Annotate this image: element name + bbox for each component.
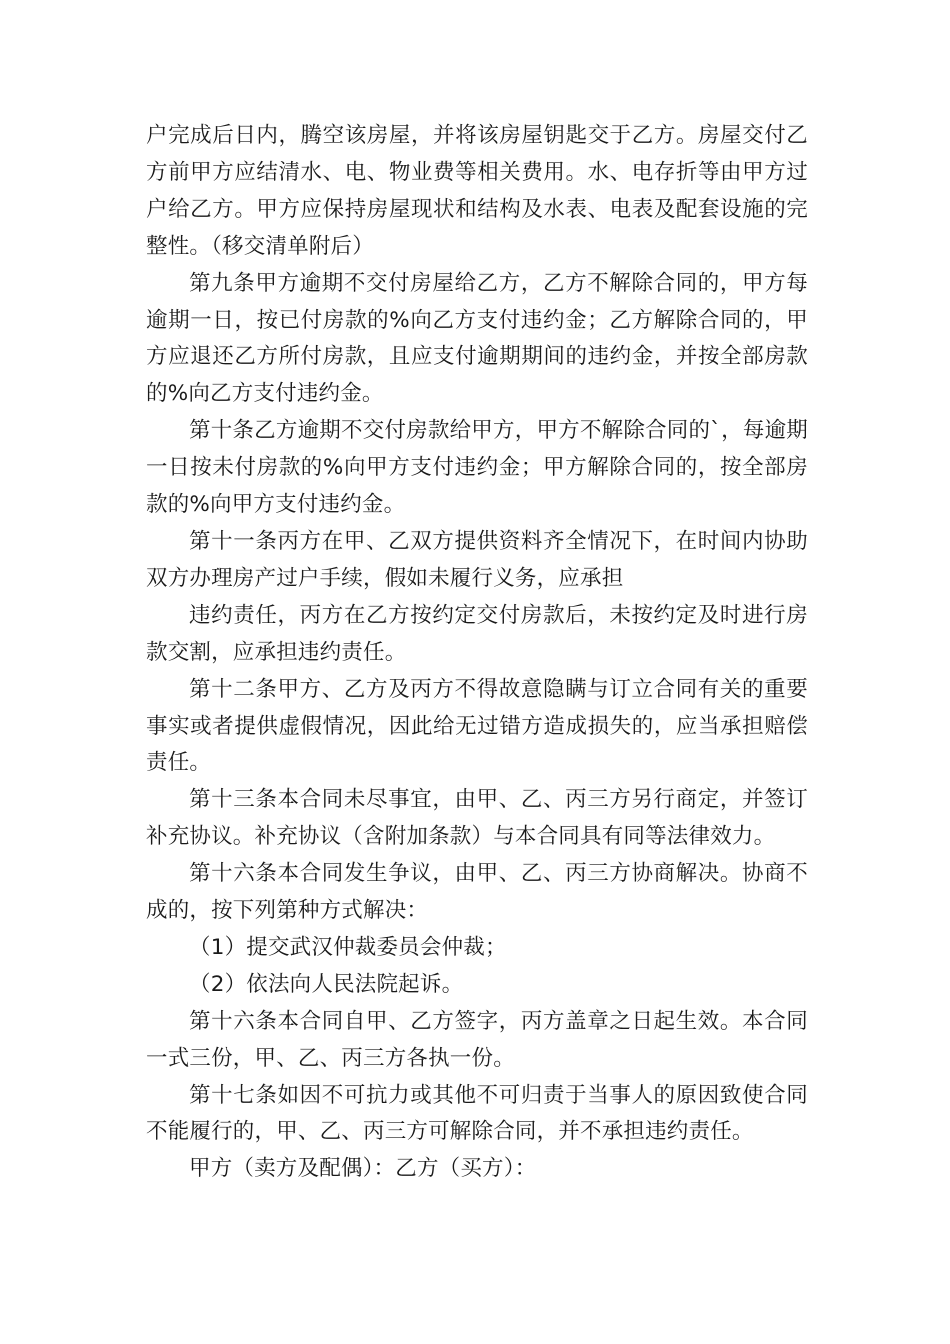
paragraph-handover-clause: 户完成后日内，腾空该房屋，并将该房屋钥匙交于乙方。房屋交付乙方前甲方应结清水、电、物业费等相关费用。水、电存折等由甲方过户给乙方。甲方应保持房屋现状和结构及水表、电表及配套设施的完整性。（移交清单附后） (146, 123, 808, 259)
paragraph-article-16-dispute: 第十六条本合同发生争议，由甲、乙、丙三方协商解决。协商不成的，按下列第种方式解决： (146, 861, 808, 924)
paragraph-article-13: 第十三条本合同未尽事宜，由甲、乙、丙三方另行商定，并签订补充协议。补充协议（含附加条款）与本合同具有同等法律效力。 (146, 787, 808, 850)
document-body (146, 118, 808, 1188)
paragraph-signature-line: 甲方（卖方及配偶）：乙方（买方）： (189, 1156, 537, 1182)
paragraph-article-12: 第十二条甲方、乙方及丙方不得故意隐瞒与订立合同有关的重要事实或者提供虚假情况，因此给无过错方造成损失的，应当承担赔偿责任。 (146, 676, 808, 776)
paragraph-option-court: （2）依法向人民法院起诉。 (189, 971, 464, 997)
paragraph-article-16-effect: 第十六条本合同自甲、乙方签字，丙方盖章之日起生效。本合同一式三份，甲、乙、丙三方各执一份。 (146, 1008, 808, 1071)
paragraph-option-arbitration: （1）提交武汉仲裁委员会仲裁； (189, 934, 507, 960)
paragraph-article-11: 第十一条丙方在甲、乙双方提供资料齐全情况下，在时间内协助双方办理房产过户手续，假如未履行义务，应承担 (146, 528, 808, 591)
paragraph-article-10: 第十条乙方逾期不交付房款给甲方，甲方不解除合同的`，每逾期一日按未付房款的%向甲方支付违约金；甲方解除合同的，按全部房款的%向甲方支付违约金。 (146, 418, 808, 518)
paragraph-article-11-continued: 违约责任，丙方在乙方按约定交付房款后，未按约定及时进行房款交割，应承担违约责任。 (146, 602, 808, 665)
paragraph-article-17: 第十七条如因不可抗力或其他不可归责于当事人的原因致使合同不能履行的，甲、乙、丙三方可解除合同，并不承担违约责任。 (146, 1082, 808, 1145)
paragraph-article-9: 第九条甲方逾期不交付房屋给乙方，乙方不解除合同的，甲方每逾期一日，按已付房款的%向乙方支付违约金；乙方解除合同的，甲方应退还乙方所付房款，且应支付逾期期间的违约金，并按全部房款的%向乙方支付违约金。 (146, 270, 808, 407)
